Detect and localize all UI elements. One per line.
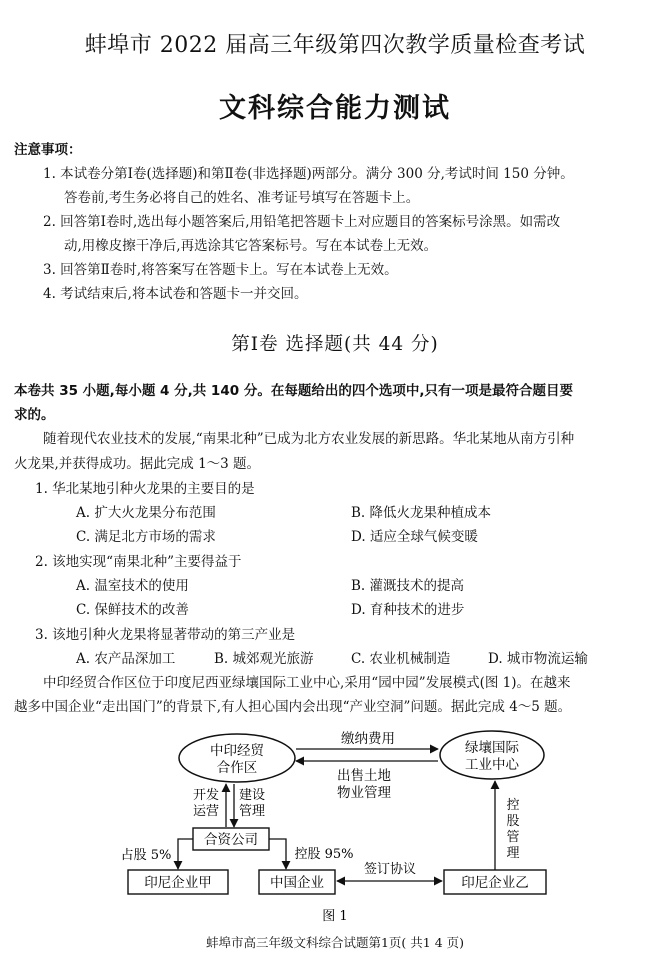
figure-caption: 图 1 (322, 909, 348, 924)
option: B. 城郊观光旅游 (214, 651, 314, 667)
notice-line: 4. 考试结束后,将本试卷和答题卡一并交回。 (43, 286, 308, 302)
jv-label: 合资公司 (204, 832, 258, 848)
notice-line: 1. 本试卷分第Ⅰ卷(选择题)和第Ⅱ卷(非选择题)两部分。满分 300 分,考试时间 150 分钟。 (43, 166, 574, 182)
property-label: 物业管理 (337, 785, 391, 801)
section-instruction: 本卷共 35 小题,每小题 4 分,共 140 分。在每题给出的四个选项中,只有一项是最符合题目要 (14, 383, 573, 399)
passage-line: 中印经贸合作区位于印度尼西亚绿壤国际工业中心,采用“园中园”发展模式(图 1)。在越来 (43, 675, 571, 691)
build-label: 管理 (238, 804, 266, 819)
build-label: 建设 (238, 788, 266, 803)
notice-line: 3. 回答第Ⅱ卷时,将答案写在答题卡上。写在本试卷上无效。 (43, 262, 398, 278)
control-label: 理 (506, 846, 520, 861)
exam-subtitle: 文科综合能力测试 (219, 93, 451, 124)
option: D. 适应全球气候变暖 (351, 529, 478, 545)
option: A. 温室技术的使用 (76, 578, 189, 594)
zone-label: 合作区 (216, 760, 258, 776)
center-label: 工业中心 (465, 757, 519, 773)
firm-a-label: 印尼企业甲 (144, 875, 212, 891)
section-title: 第Ⅰ卷 选择题(共 44 分) (231, 334, 439, 355)
option: C. 满足北方市场的需求 (76, 529, 216, 545)
share5-label: 占股 5% (120, 848, 172, 863)
control-label: 管 (506, 830, 520, 845)
zone-label: 中印经贸 (210, 743, 264, 759)
share95-label: 控股 95% (294, 847, 354, 862)
question-stem: 1. 华北某地引种火龙果的主要目的是 (35, 481, 255, 497)
notice-line: 动,用橡皮擦干净后,再选涂其它答案标号。写在本试卷上无效。 (64, 238, 438, 254)
notice-line: 答卷前,考生务必将自己的姓名、准考证号填写在答题卡上。 (64, 190, 420, 206)
question-stem: 3. 该地引种火龙果将显著带动的第三产业是 (35, 627, 296, 643)
control-label: 控 (506, 798, 520, 813)
option: D. 城市物流运输 (488, 651, 588, 667)
question-stem: 2. 该地实现“南果北种”主要得益于 (35, 554, 242, 570)
center-label: 绿壤国际 (465, 740, 519, 756)
option: B. 灌溉技术的提高 (351, 578, 465, 594)
land-label: 出售土地 (337, 768, 391, 784)
control-label: 股 (506, 814, 520, 829)
share95-line (269, 839, 286, 869)
option: C. 农业机械制造 (351, 651, 451, 667)
option: D. 育种技术的进步 (351, 602, 465, 618)
develop-label: 运营 (192, 804, 220, 819)
agreement-label: 签订协议 (363, 862, 417, 877)
page-footer: 蚌埠市高三年级文科综合试题第1页( 共1 4 页) (205, 935, 465, 950)
passage-line: 火龙果,并获得成功。据此完成 1～3 题。 (14, 456, 261, 472)
share5-line (178, 839, 193, 869)
develop-label: 开发 (192, 788, 220, 803)
figure-1-diagram (0, 727, 670, 927)
firm-cn-label: 中国企业 (270, 875, 324, 891)
option: B. 降低火龙果种植成本 (351, 505, 492, 521)
firm-b-label: 印尼企业乙 (461, 875, 529, 891)
notice-heading: 注意事项： (14, 142, 82, 158)
exam-title: 蚌埠市 2022 届高三年级第四次教学质量检查考试 (84, 33, 586, 58)
option: A. 扩大火龙果分布范围 (76, 505, 216, 521)
notice-line: 2. 回答第Ⅰ卷时,选出每小题答案后,用铅笔把答题卡上对应题目的答案标号涂黑。如需改 (43, 214, 561, 230)
passage-line: 随着现代农业技术的发展,“南果北种”已成为北方农业发展的新思路。华北某地从南方引种 (43, 431, 575, 447)
option: A. 农产品深加工 (76, 651, 176, 667)
section-instruction: 求的。 (14, 407, 55, 423)
option: C. 保鲜技术的改善 (76, 602, 189, 618)
fee-label: 缴纳费用 (341, 731, 395, 747)
passage-line: 越多中国企业“走出国门”的背景下,有人担心国内会出现“产业空洞”问题。据此完成 4～5 题。 (14, 699, 572, 715)
